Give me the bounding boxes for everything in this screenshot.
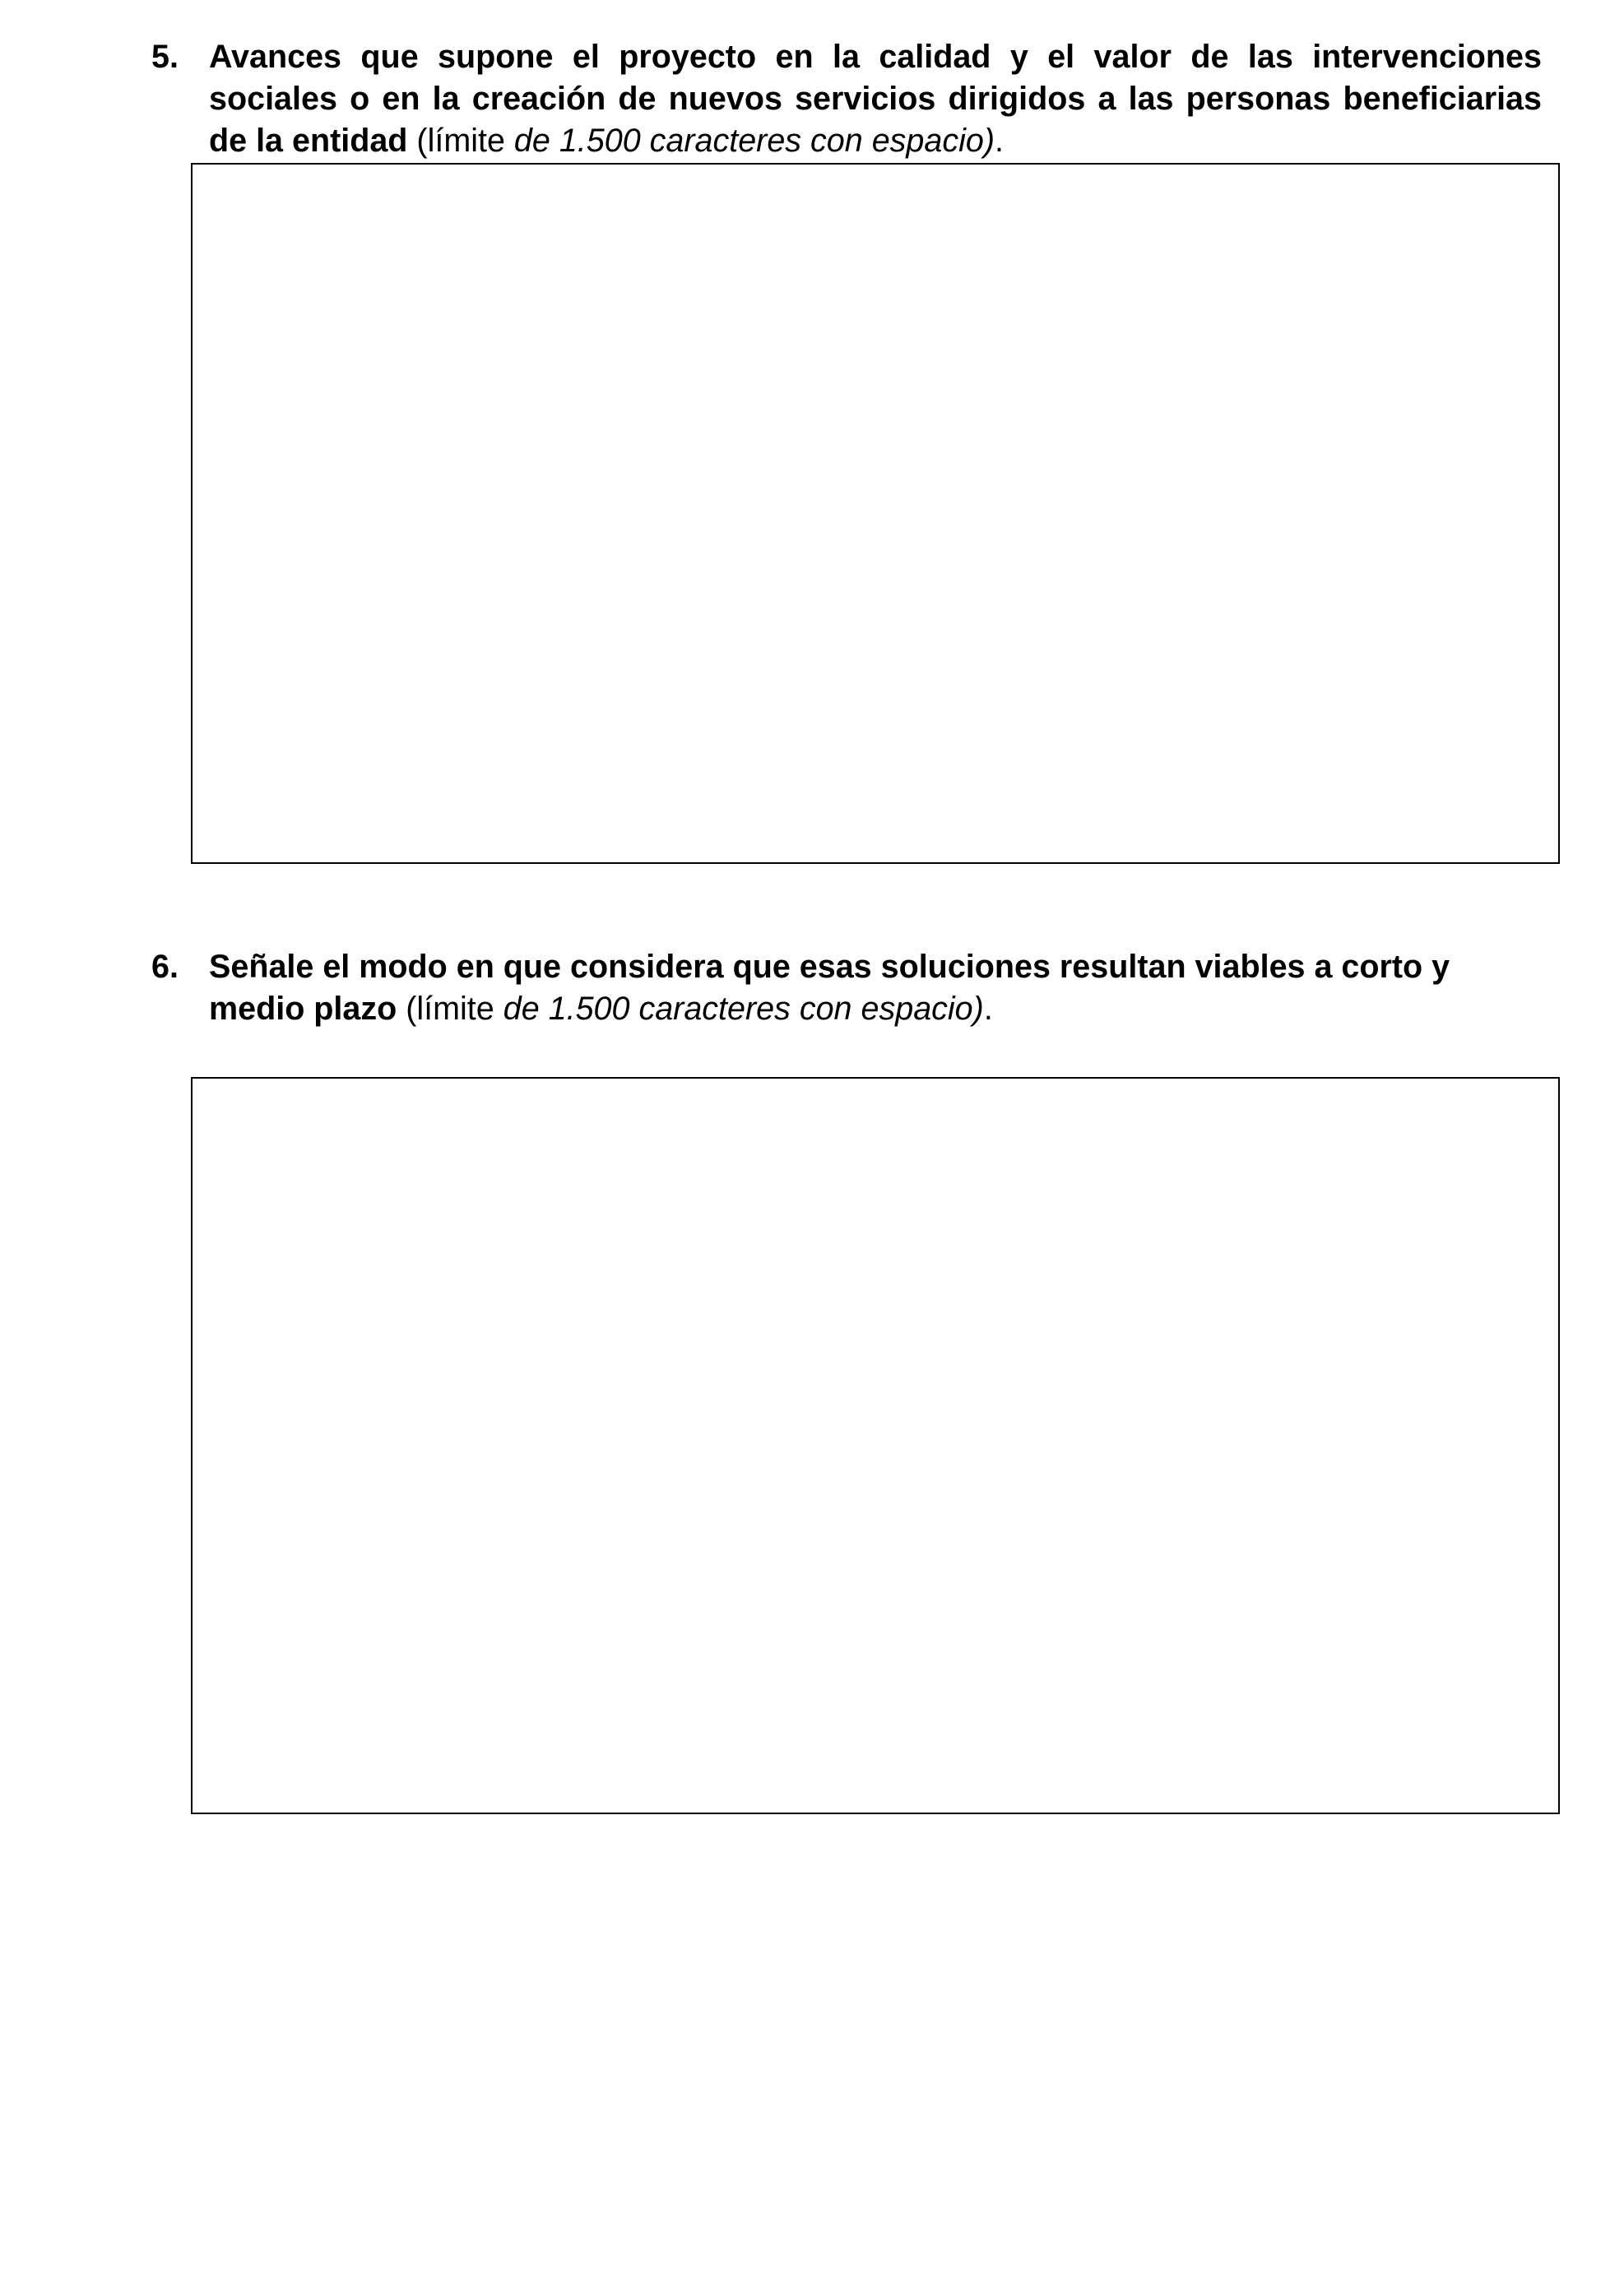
answer-box-6[interactable] bbox=[191, 1077, 1560, 1814]
question-5 bbox=[151, 36, 1542, 162]
question-number: 6. bbox=[151, 949, 179, 985]
question-text bbox=[209, 946, 1542, 1030]
limit-text: de 1.500 caracteres con espacio) bbox=[503, 991, 984, 1027]
limit-suffix: . bbox=[995, 123, 1004, 159]
limit-prefix: (límite bbox=[407, 123, 514, 159]
question-text bbox=[209, 36, 1542, 162]
question-title: Avances que supone el proyecto en la calidad y el valor de las intervenciones sociales o en la creación de nuevos servicios dirigidos a las personas beneficiarias de la entidad bbox=[209, 39, 1542, 159]
limit-suffix: . bbox=[983, 991, 993, 1027]
limit-text: de 1.500 caracteres con espacio) bbox=[513, 123, 995, 159]
question-6 bbox=[151, 946, 1542, 1030]
question-title: Señale el modo en que considera que esas soluciones resultan viables a corto y medio plazo bbox=[209, 949, 1450, 1027]
question-number: 5. bbox=[151, 39, 179, 75]
answer-box-5[interactable] bbox=[191, 163, 1560, 864]
limit-prefix: (límite bbox=[397, 991, 503, 1027]
